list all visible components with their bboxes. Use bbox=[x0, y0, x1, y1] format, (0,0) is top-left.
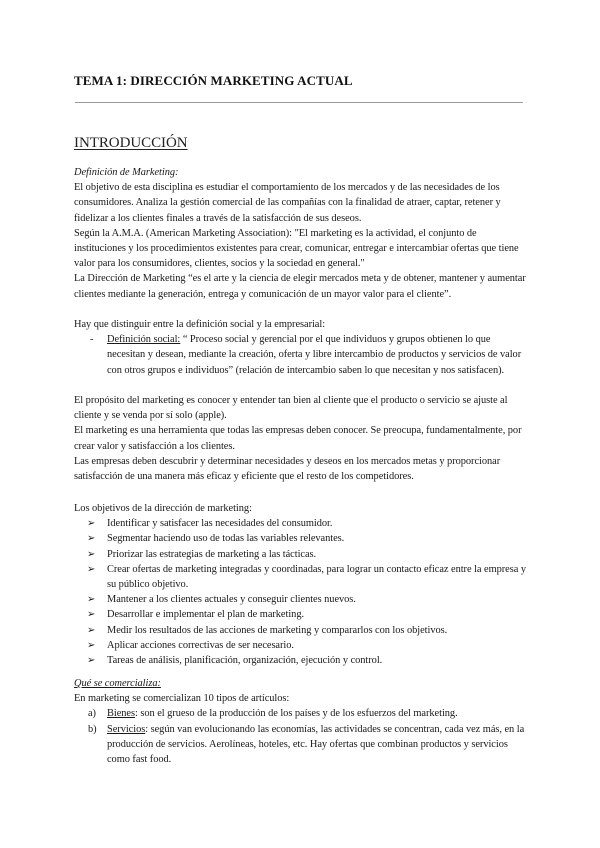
arrow-bullet-icon: ➢ bbox=[87, 548, 96, 560]
arrow-bullet-icon: ➢ bbox=[87, 655, 96, 667]
arrow-bullet-icon: ➢ bbox=[87, 624, 96, 636]
arrow-bullet-icon: ➢ bbox=[87, 563, 96, 575]
section-heading: INTRODUCCIÓN bbox=[74, 135, 188, 151]
list-item: ➢ Segmentar haciendo uso de todas las variables relevantes. bbox=[74, 531, 526, 546]
dash-marker: - bbox=[90, 334, 94, 346]
arrow-bullet-icon: ➢ bbox=[87, 533, 96, 545]
arrow-bullet-icon: ➢ bbox=[87, 609, 96, 621]
paragraph: Según la A.M.A. (American Marketing Association): "El marketing es la actividad, el conjunto de instituciones y los procedimientos existentes para crear, comunicar, entregar e intercambiar ofertas que tiene valor para los consumidores, clientes, socios y la sociedad en general." bbox=[74, 227, 519, 270]
list-item-text: : son el grueso de la producción de los países y de los esfuerzos del marketing. bbox=[134, 708, 458, 720]
list-item: ➢ Priorizar las estrategias de marketing a las tácticas. bbox=[74, 547, 526, 562]
paragraph: El marketing es una herramienta que todas las empresas deben conocer. Se preocupa, fundamentalmente, por crear valor y satisfacción a los clientes. bbox=[74, 425, 522, 452]
list-marker: a) bbox=[88, 708, 96, 720]
list-item: ➢ Aplicar acciones correctivas de ser necesario. bbox=[74, 638, 526, 653]
page-title: TEMA 1: DIRECCIÓN MARKETING ACTUAL bbox=[74, 73, 353, 88]
title-divider bbox=[75, 102, 523, 103]
list-item-text: : según van evolucionando las economías, las actividades se concentran, cada vez más, en la producción de servicios. Aerolíneas, hoteles, etc. Hay ofertas que combinan productos y servicios como fast food. bbox=[107, 723, 525, 766]
list-item-label: Servicios bbox=[107, 723, 146, 735]
paragraph: El propósito del marketing es conocer y entender tan bien al cliente que el producto o servicio se ajuste al cliente y se venda por sí solo (apple). bbox=[74, 395, 508, 422]
articles-heading: Qué se comercializa: bbox=[74, 678, 161, 689]
paragraph: La Dirección de Marketing “es el arte y la ciencia de elegir mercados meta y de obtener, mantener y aumentar clientes mediante la generación, entrega y comunicación de un mayor valor para el cliente”. bbox=[74, 273, 526, 300]
paragraph: Hay que distinguir entre la definición social y la empresarial: bbox=[74, 319, 326, 331]
list-item: ➢ Mantener a los clientes actuales y conseguir clientes nuevos. bbox=[74, 592, 526, 607]
list-item: ➢ Desarrollar e implementar el plan de marketing. bbox=[74, 607, 526, 622]
definition-heading: Definición de Marketing: bbox=[74, 167, 179, 178]
paragraph: El objetivo de esta disciplina es estudiar el comportamiento de los mercados y de las necesidades de los consumidores. Analiza la gestión comercial de las compañías con la finalidad de atraer, captar, retener y fidelizar a los clientes finales a través de la satisfacción de sus deseos. bbox=[74, 182, 501, 224]
list-item: ➢ Tareas de análisis, planificación, organización, ejecución y control. bbox=[74, 653, 526, 668]
arrow-bullet-icon: ➢ bbox=[87, 639, 96, 651]
arrow-bullet-icon: ➢ bbox=[87, 594, 96, 606]
list-item-text: “ Proceso social y gerencial por el que individuos y grupos obtienen lo que necesitan y desean, mediante la creación, oferta y libre intercambio de productos y servicios de valor con otros grupos e individuos” (relación de intercambio saben lo que necesitan y nos satisfacen). bbox=[107, 334, 522, 376]
list-item-label: Bienes bbox=[107, 708, 135, 720]
spacer bbox=[74, 302, 526, 317]
list-item: ➢ Identificar y satisfacer las necesidades del consumidor. bbox=[74, 516, 526, 531]
paragraph: Los objetivos de la dirección de marketing: bbox=[74, 503, 252, 514]
list-item bbox=[74, 706, 526, 721]
list-marker: b) bbox=[88, 723, 97, 735]
objectives-section bbox=[74, 501, 526, 668]
objectives-list bbox=[74, 516, 526, 668]
articles-section bbox=[74, 676, 526, 767]
list-item: ➢ Medir los resultados de las acciones de marketing y compararlos con los objetivos. bbox=[74, 623, 526, 638]
list-item-label: Definición social: bbox=[107, 334, 181, 346]
paragraph: Las empresas deben descubrir y determinar necesidades y deseos en los mercados metas y proporcionar satisfacción de una manera más eficaz y eficiente que el resto de los competidores. bbox=[74, 455, 501, 483]
list-item bbox=[74, 332, 526, 378]
articles-list bbox=[74, 706, 526, 767]
list-item bbox=[74, 722, 526, 768]
list-item: ➢ Crear ofertas de marketing integradas y coordinadas, para lograr un contacto eficaz entre la empresa y su público objetivo. bbox=[87, 563, 526, 591]
paragraph: En marketing se comercializan 10 tipos de artículos: bbox=[74, 693, 290, 705]
spacer bbox=[74, 378, 526, 393]
definition-list bbox=[74, 332, 526, 378]
definition-section bbox=[74, 165, 526, 484]
arrow-bullet-icon: ➢ bbox=[87, 518, 96, 530]
